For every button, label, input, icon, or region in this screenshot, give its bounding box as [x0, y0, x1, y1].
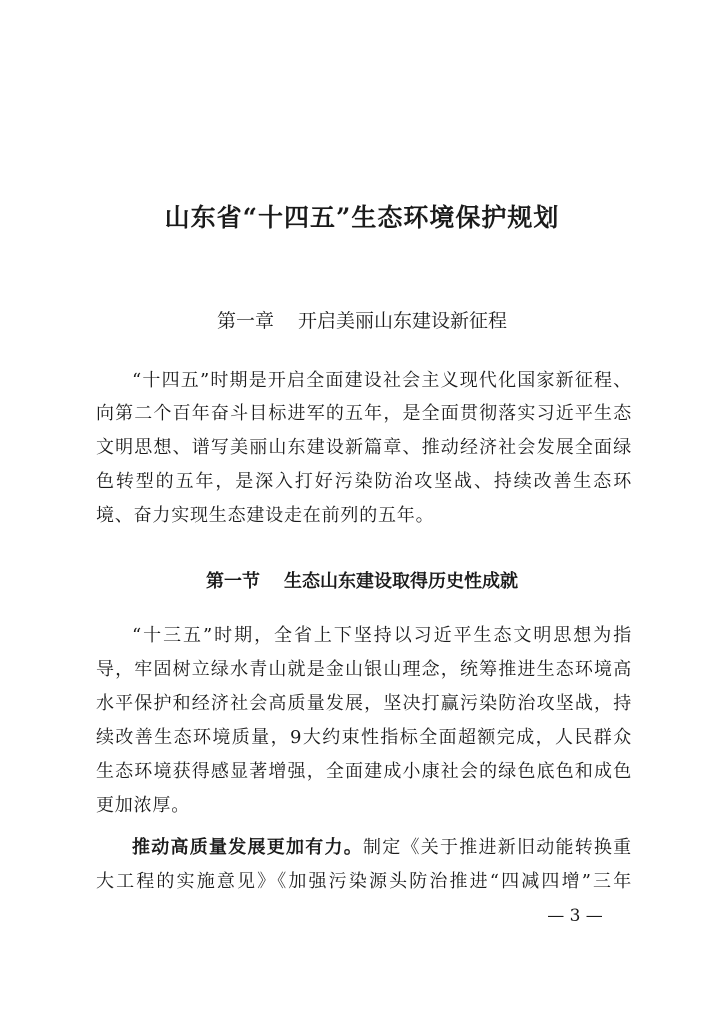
paragraph-line: 色转型的五年，是深入打好污染防治攻坚战、持续改善生态环 — [96, 471, 632, 492]
section-title: 生态山东建设取得历史性成就 — [284, 571, 518, 592]
paragraph-line: 导，牢固树立绿水青山就是金山银山理念，统筹推进生态环境高 — [96, 659, 632, 680]
paragraph-line: 境、奋力实现生态建设走在前列的五年。 — [96, 505, 435, 526]
paragraph-line: 生态环境获得感显著增强，全面建成小康社会的绿色底色和成色 — [96, 761, 632, 782]
paragraph-line: 更加浓厚。 — [96, 795, 190, 816]
document-title: 山东省“十四五”生态环境保护规划 — [164, 203, 560, 232]
chapter-heading — [0, 306, 724, 333]
paragraph-line: 续改善生态环境质量，9大约束性指标全面超额完成，人民群众 — [96, 727, 632, 748]
paragraph-line: 文明思想、谱写美丽山东建设新篇章、推动经济社会发展全面绿 — [96, 437, 632, 458]
paragraph-text: 制定《关于推进新旧动能转换重 — [362, 837, 632, 858]
paragraph-line — [132, 834, 632, 862]
chapter-number: 第一章 — [216, 310, 274, 332]
page-number: — 3 — — [547, 906, 603, 926]
section-number: 第一节 — [206, 571, 260, 592]
paragraph-line: 向第二个百年奋斗目标进军的五年，是全面贯彻落实习近平生态 — [96, 403, 632, 424]
paragraph-line: “十三五”时期，全省上下坚持以习近平生态文明思想为指 — [132, 625, 632, 646]
chapter-title: 开启美丽山东建设新征程 — [298, 310, 508, 332]
paragraph-line: “十四五”时期是开启全面建设社会主义现代化国家新征程、 — [132, 370, 632, 391]
paragraph-lead: 推动高质量发展更加有力。 — [132, 837, 363, 858]
paragraph-line: 水平保护和经济社会高质量发展，坚决打赢污染防治攻坚战，持 — [96, 693, 632, 714]
paragraph-line: 大工程的实施意见》《加强污染源头防治推进“四减四增”三年 — [96, 871, 632, 892]
section-heading — [0, 567, 724, 593]
